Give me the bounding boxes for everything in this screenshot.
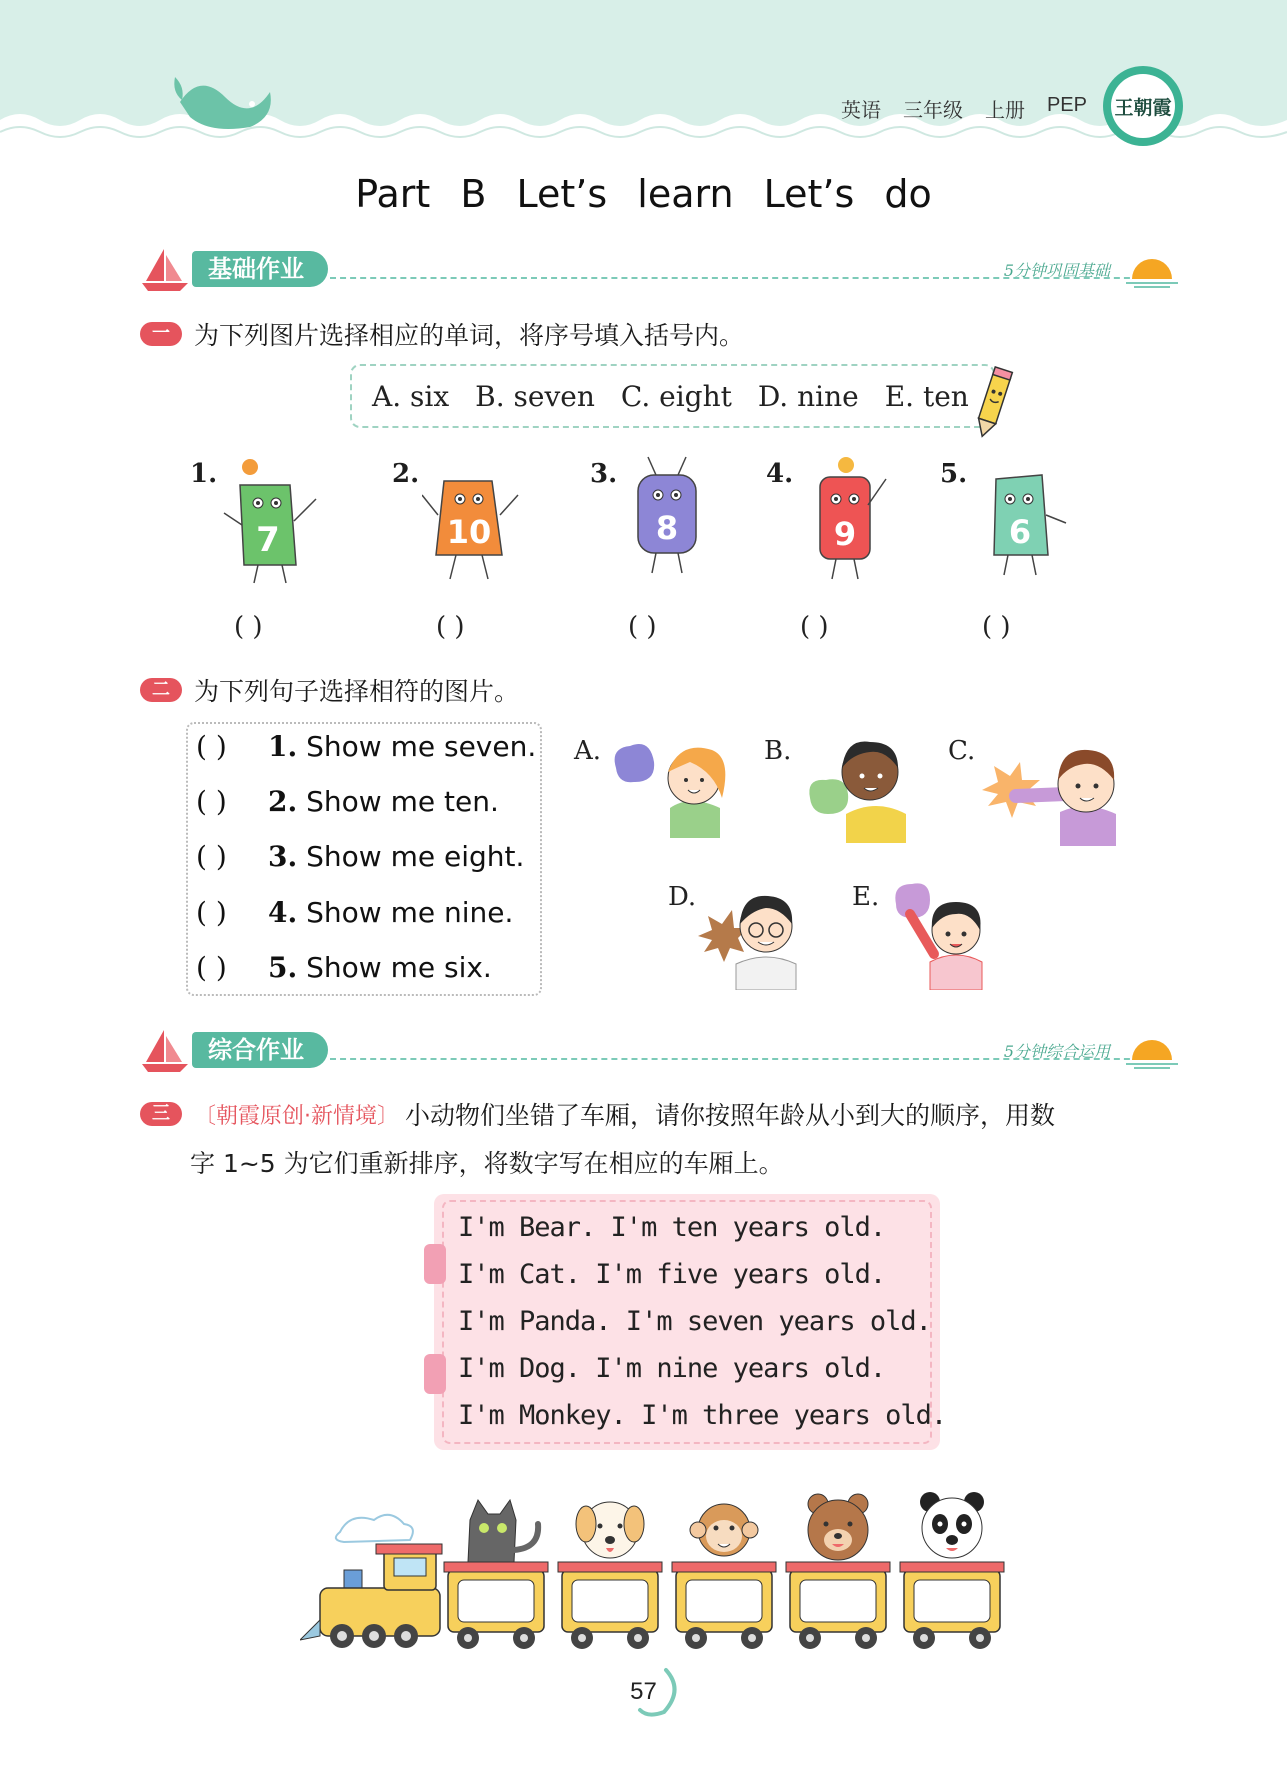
grade-label: 三年级 (902, 100, 963, 122)
svg-text:7: 7 (256, 520, 280, 560)
train-car-2 (558, 1502, 662, 1649)
number-six-monster-icon (970, 455, 1090, 595)
svg-text:10: 10 (446, 513, 492, 551)
option-d: D. nine (757, 379, 859, 413)
picture-item-3: 3. 8 (590, 455, 750, 595)
question-instruction: 为下列图片选择相应的单词，将序号填入括号内。 (194, 321, 745, 350)
option-a: A. six (372, 379, 450, 413)
picture-label-a: A. (574, 736, 602, 766)
question-badge: 三 (140, 1102, 182, 1126)
sentence-4: ( ) 4. Show me nine. (196, 896, 514, 929)
number-nine-monster-icon (796, 455, 916, 595)
question-instruction-continued: 字 1~5 为它们重新排序，将数字写在相应的车厢上。 (190, 1149, 784, 1178)
brand-name: 王朝霞 (1111, 74, 1175, 138)
picture-label-e: E. (852, 882, 880, 912)
train-car-1 (444, 1500, 548, 1649)
section-hint: 5分钟巩固基础 (1003, 261, 1110, 280)
question-instruction: 小动物们坐错了车厢，请你按照年龄从小到大的顺序，用数 (405, 1101, 1056, 1130)
girl-showing-hand-icon (610, 728, 740, 838)
sailboat-icon (140, 245, 192, 293)
picture-item-5: 5. 6 (940, 455, 1100, 595)
number-eight-monster-icon (620, 455, 740, 595)
section-banner-comprehensive (140, 1026, 1180, 1074)
page-title: Part B Let’s learn Let’s do (355, 172, 932, 216)
edition-label: PEP (1046, 94, 1087, 116)
train-car-3 (672, 1504, 776, 1649)
boy-with-glasses-icon (696, 880, 806, 990)
picture-label-b: B. (764, 736, 792, 766)
picture-item-4: 4. 9 (766, 455, 926, 595)
picture-item-2: 2. 10 (392, 455, 552, 595)
train-car-5 (900, 1492, 1004, 1649)
sailboat-icon (140, 1026, 192, 1074)
story-card (434, 1194, 947, 1450)
section-hint: 5分钟综合运用 (1003, 1042, 1110, 1061)
question-instruction: 为下列句子选择相符的图片。 (194, 677, 520, 706)
answer-bracket[interactable]: ( ) (196, 840, 227, 873)
option-e: E. ten (884, 379, 969, 413)
subject-label: 英语 (840, 100, 881, 122)
section-label: 综合作业 (192, 1032, 328, 1068)
answer-blank-2[interactable]: ( ) (436, 612, 465, 642)
answer-bracket[interactable]: ( ) (196, 730, 227, 763)
word-options-box (350, 364, 995, 428)
picture-label-c: C. (948, 736, 976, 766)
train-engine-icon (300, 1515, 442, 1648)
story-line-panda: I'm Panda. I'm seven years old. (458, 1306, 931, 1337)
answer-bracket[interactable]: ( ) (196, 785, 227, 818)
page-number (0, 1678, 1287, 1706)
story-line-dog: I'm Dog. I'm nine years old. (458, 1353, 886, 1384)
question-tag: 〔朝霞原创·新情境〕 (194, 1103, 399, 1129)
svg-text:6: 6 (1008, 513, 1032, 551)
story-line-monkey: I'm Monkey. I'm three years old. (458, 1400, 947, 1431)
answer-blank-1[interactable]: ( ) (234, 612, 263, 642)
number-ten-monster-icon (422, 455, 542, 595)
answer-bracket[interactable]: ( ) (196, 896, 227, 929)
story-line-cat: I'm Cat. I'm five years old. (458, 1259, 886, 1290)
answer-bracket[interactable]: ( ) (196, 951, 227, 984)
train-car-4 (786, 1494, 890, 1649)
sentence-5: ( ) 5. Show me six. (196, 951, 492, 984)
sunrise-icon (1124, 1030, 1180, 1070)
story-line-bear: I'm Bear. I'm ten years old. (458, 1212, 886, 1243)
answer-blank-4[interactable]: ( ) (800, 612, 829, 642)
section-banner-basic (140, 245, 1180, 293)
sunrise-icon (1124, 249, 1180, 289)
number-seven-monster-icon (220, 455, 340, 595)
question-2-heading (140, 672, 519, 708)
section-label: 基础作业 (192, 251, 328, 287)
question-badge: 二 (140, 678, 182, 702)
page-number-swirl-icon (630, 1666, 682, 1718)
option-b: B. seven (475, 379, 595, 413)
boy-making-fist-icon (976, 734, 1126, 846)
sentence-3: ( ) 3. Show me eight. (196, 840, 525, 873)
picture-item-1: 1. 7 (190, 455, 350, 595)
whale-icon (170, 72, 280, 132)
boy-showing-hand-icon (806, 728, 926, 843)
book-meta (841, 94, 1087, 123)
sentence-2: ( ) 2. Show me ten. (196, 785, 499, 818)
page-number-text: 57 (630, 1678, 657, 1705)
question-badge: 一 (140, 322, 182, 346)
answer-blank-3[interactable]: ( ) (628, 612, 657, 642)
picture-label-d: D. (668, 882, 697, 912)
animal-train-illustration (300, 1470, 1020, 1650)
girl-raising-hand-icon (890, 878, 1000, 990)
answer-blank-5[interactable]: ( ) (982, 612, 1011, 642)
question-3-heading (140, 1096, 1055, 1132)
svg-text:8: 8 (655, 509, 679, 547)
question-1-heading (140, 316, 744, 352)
pencil-mascot-icon (968, 366, 1018, 440)
sentence-1: ( ) 1. Show me seven. (196, 730, 537, 763)
svg-text:9: 9 (833, 515, 857, 553)
option-c: C. eight (620, 379, 732, 413)
brand-seal (1103, 58, 1183, 150)
volume-label: 上册 (984, 100, 1025, 122)
